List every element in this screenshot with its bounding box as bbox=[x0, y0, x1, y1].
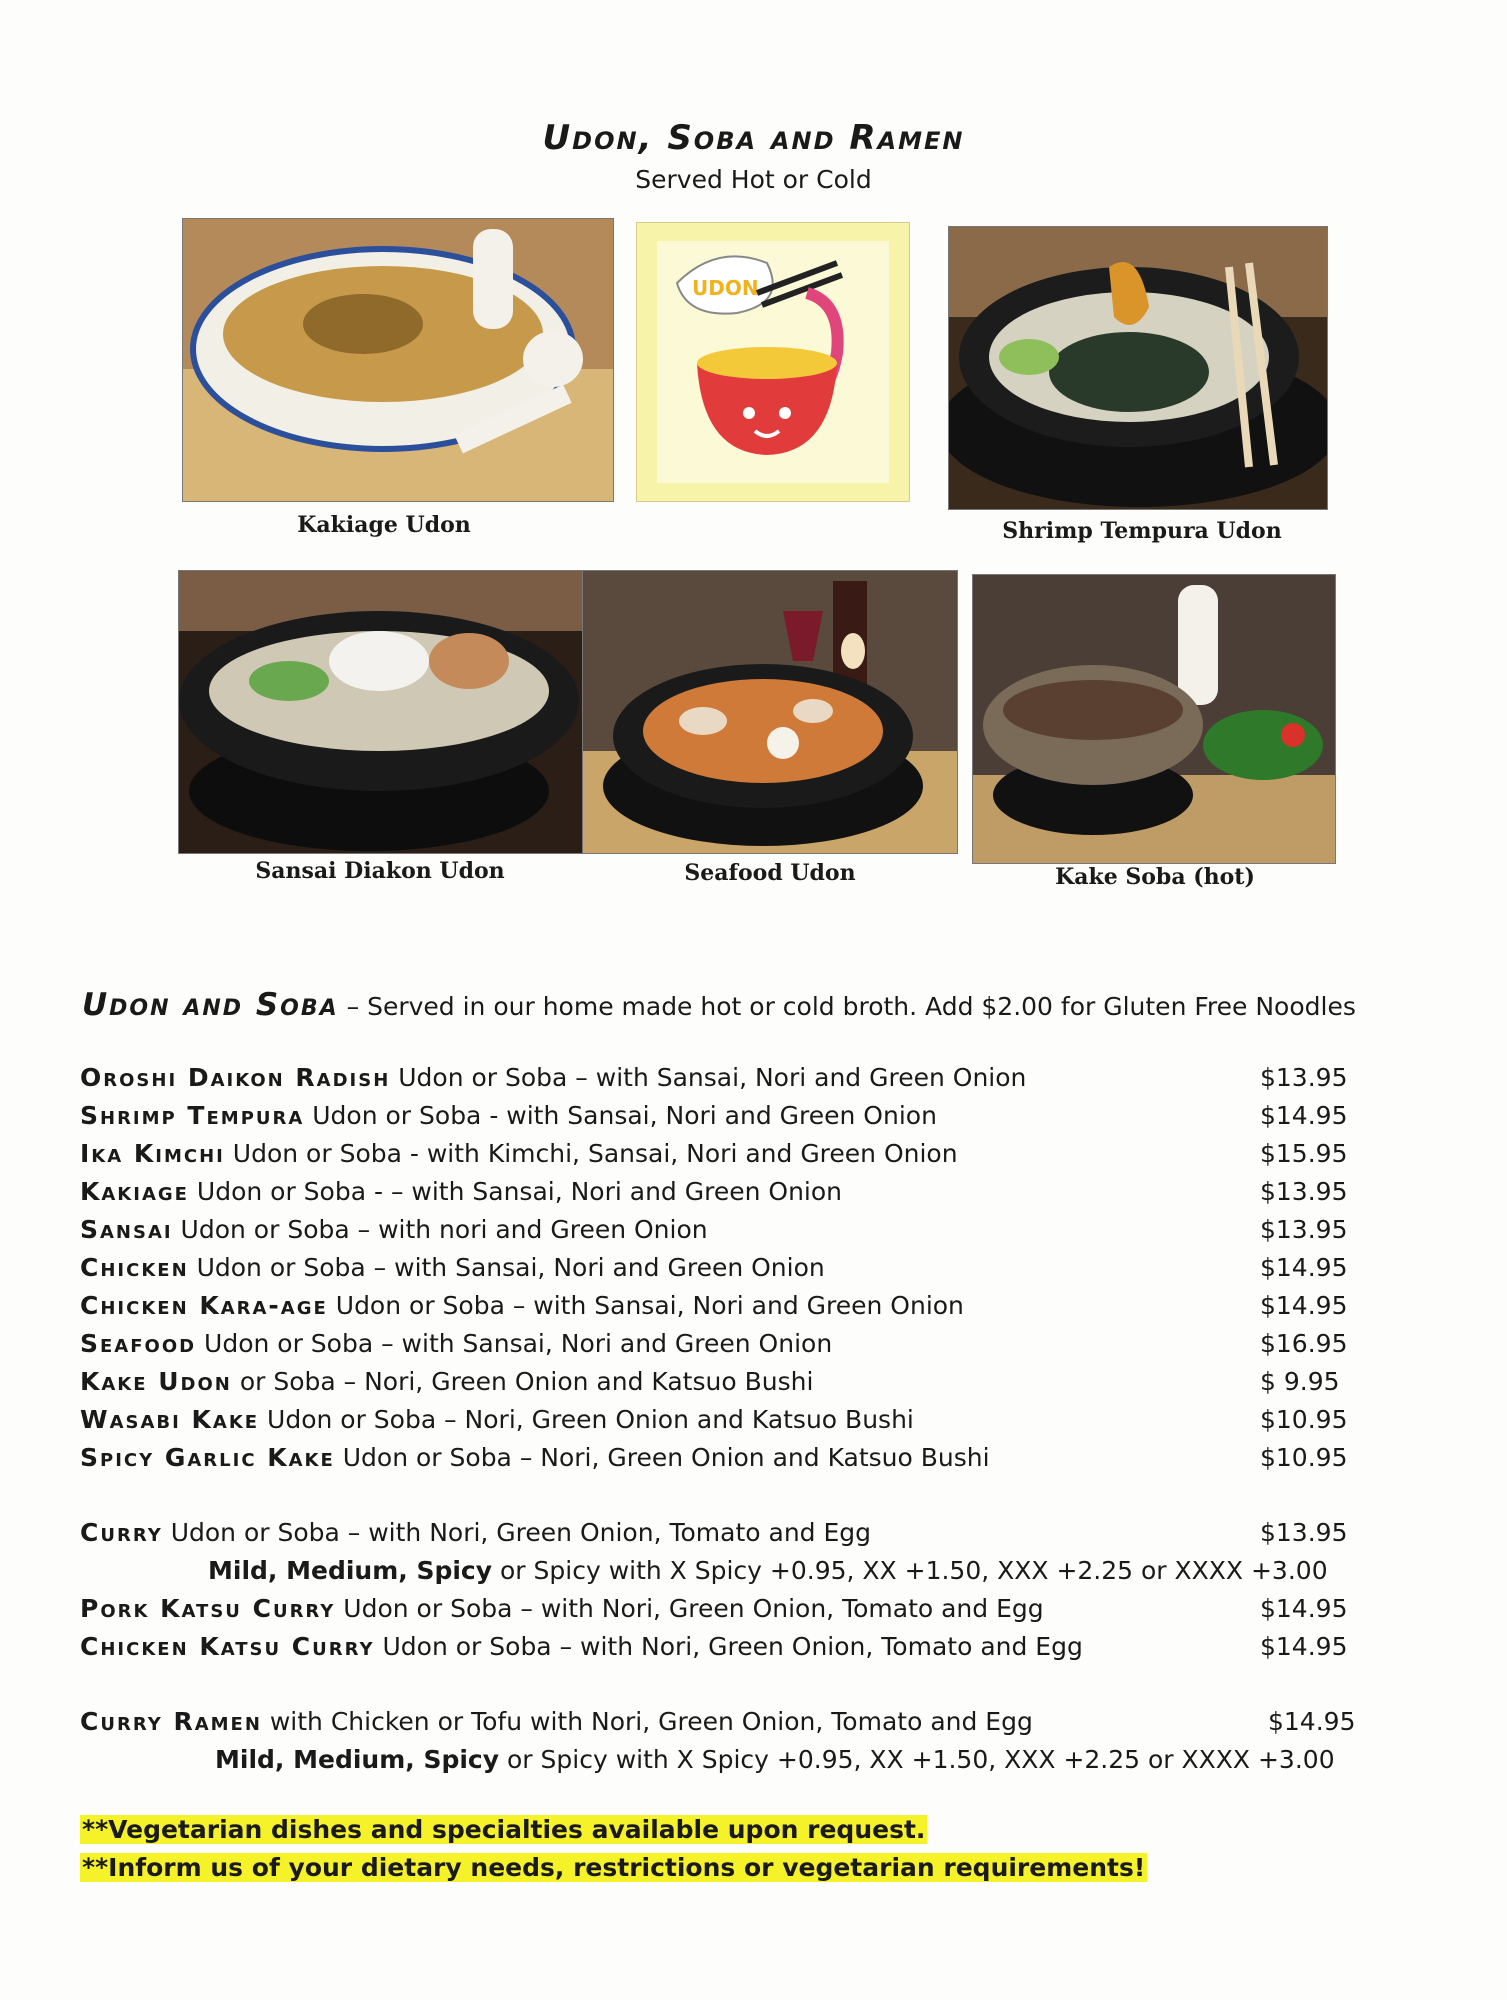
photo-kakiage-udon bbox=[182, 218, 614, 502]
menu-item-name: Oroshi Daikon Radish bbox=[80, 1063, 391, 1092]
menu-item-price: $16.95 bbox=[1260, 1329, 1348, 1358]
menu-item-name: Curry bbox=[80, 1518, 163, 1547]
menu-item-price: $13.95 bbox=[1260, 1063, 1348, 1092]
menu-item-name: Chicken Katsu Curry bbox=[80, 1632, 375, 1661]
udon-bubble-text: UDON bbox=[692, 276, 759, 300]
caption-shrimp-tempura-udon: Shrimp Tempura Udon bbox=[1002, 518, 1282, 544]
menu-item-name: Sansai bbox=[80, 1215, 173, 1244]
menu-item bbox=[80, 1329, 1360, 1365]
menu-item-price: $15.95 bbox=[1260, 1139, 1348, 1168]
dietary-note: **Inform us of your dietary needs, restrictions or vegetarian requirements! bbox=[82, 1853, 1146, 1882]
menu-item-name: Chicken Kara-age bbox=[80, 1291, 328, 1320]
menu-item bbox=[80, 1632, 1360, 1668]
caption-kakiage-udon: Kakiage Udon bbox=[297, 512, 471, 538]
menu-item-description: Udon or Soba – with Nori, Green Onion, Tomato and Egg bbox=[170, 1518, 872, 1547]
menu-item-description: with Chicken or Tofu with Nori, Green Onion, Tomato and Egg bbox=[269, 1707, 1033, 1736]
menu-item bbox=[80, 1367, 1360, 1403]
menu-item-price: $13.95 bbox=[1260, 1215, 1348, 1244]
spice-levels: Mild, Medium, Spicy bbox=[215, 1745, 500, 1774]
menu-item-price: $14.95 bbox=[1260, 1101, 1348, 1130]
section-title: Udon and Soba bbox=[82, 987, 339, 1023]
menu-item-description: Udon or Soba – Nori, Green Onion and Katsuo Bushi bbox=[267, 1405, 914, 1434]
menu-item-price: $13.95 bbox=[1260, 1177, 1348, 1206]
menu-item-name: Pork Katsu Curry bbox=[80, 1594, 336, 1623]
menu-item-name: Ika Kimchi bbox=[80, 1139, 225, 1168]
menu-item-price: $14.95 bbox=[1260, 1253, 1348, 1282]
menu-item-price: $14.95 bbox=[1260, 1291, 1348, 1320]
menu-item-price: $10.95 bbox=[1260, 1443, 1348, 1472]
menu-item-name: Shrimp Tempura bbox=[80, 1101, 305, 1130]
menu-item-description: or Soba – Nori, Green Onion and Katsuo Bushi bbox=[239, 1367, 814, 1396]
menu-item-price: $14.95 bbox=[1260, 1632, 1348, 1661]
menu-item bbox=[80, 1139, 1360, 1175]
menu-item-description: Udon or Soba - with Sansai, Nori and Green Onion bbox=[312, 1101, 937, 1130]
section-description: – Served in our home made hot or cold broth. Add $2.00 for Gluten Free Noodles bbox=[346, 992, 1356, 1021]
menu-item-price: $14.95 bbox=[1268, 1707, 1356, 1736]
spice-extra: or Spicy with X Spicy +0.95, XX +1.50, XXX +2.25 or XXXX +3.00 bbox=[500, 1556, 1328, 1585]
menu-item bbox=[80, 1215, 1360, 1251]
spice-levels: Mild, Medium, Spicy bbox=[208, 1556, 493, 1585]
menu-item bbox=[80, 1707, 1360, 1743]
photo-sansai-diakon-udon bbox=[178, 570, 584, 854]
menu-item-description: Udon or Soba – Nori, Green Onion and Katsuo Bushi bbox=[342, 1443, 990, 1472]
menu-item bbox=[80, 1063, 1360, 1099]
spice-options bbox=[208, 1556, 1328, 1585]
menu-item-name: Kake Udon bbox=[80, 1367, 232, 1396]
spice-extra: or Spicy with X Spicy +0.95, XX +1.50, XXX +2.25 or XXXX +3.00 bbox=[507, 1745, 1335, 1774]
menu-item-price: $ 9.95 bbox=[1260, 1367, 1340, 1396]
menu-item bbox=[80, 1177, 1360, 1213]
menu-item-price: $14.95 bbox=[1260, 1594, 1348, 1623]
menu-item-name: Spicy Garlic Kake bbox=[80, 1443, 335, 1472]
menu-item-name: Kakiage bbox=[80, 1177, 189, 1206]
menu-item-description: Udon or Soba – with Sansai, Nori and Green Onion bbox=[196, 1253, 825, 1282]
menu-item-description: Udon or Soba – with Sansai, Nori and Green Onion bbox=[204, 1329, 833, 1358]
menu-item-price: $10.95 bbox=[1260, 1405, 1348, 1434]
menu-item bbox=[80, 1443, 1360, 1479]
menu-item-description: Udon or Soba – with nori and Green Onion bbox=[180, 1215, 708, 1244]
spice-options bbox=[215, 1745, 1335, 1774]
menu-item-description: Udon or Soba – with Sansai, Nori and Green Onion bbox=[398, 1063, 1027, 1092]
menu-item bbox=[80, 1518, 1360, 1554]
caption-seafood-udon: Seafood Udon bbox=[684, 860, 856, 886]
photo-seafood-udon bbox=[582, 570, 958, 854]
menu-item-description: Udon or Soba – with Nori, Green Onion, Tomato and Egg bbox=[382, 1632, 1083, 1661]
udon-illustration bbox=[636, 222, 910, 502]
menu-item-name: Seafood bbox=[80, 1329, 197, 1358]
page-subtitle: Served Hot or Cold bbox=[635, 165, 872, 194]
menu-item bbox=[80, 1594, 1360, 1630]
caption-kake-soba: Kake Soba (hot) bbox=[1055, 864, 1255, 890]
vegetarian-note: **Vegetarian dishes and specialties available upon request. bbox=[82, 1815, 926, 1844]
menu-item-name: Wasabi Kake bbox=[80, 1405, 260, 1434]
caption-sansai-diakon-udon: Sansai Diakon Udon bbox=[255, 858, 505, 884]
menu-item bbox=[80, 1101, 1360, 1137]
menu-item bbox=[80, 1253, 1360, 1289]
page-title: Udon, Soba and Ramen bbox=[542, 118, 965, 158]
menu-item bbox=[80, 1291, 1360, 1327]
menu-item-description: Udon or Soba - – with Sansai, Nori and Green Onion bbox=[196, 1177, 843, 1206]
section-heading bbox=[82, 987, 1356, 1023]
menu-item-description: Udon or Soba – with Sansai, Nori and Green Onion bbox=[335, 1291, 964, 1320]
menu-item-description: Udon or Soba - with Kimchi, Sansai, Nori and Green Onion bbox=[232, 1139, 958, 1168]
menu-item-name: Chicken bbox=[80, 1253, 189, 1282]
menu-item-price: $13.95 bbox=[1260, 1518, 1348, 1547]
menu-item-description: Udon or Soba – with Nori, Green Onion, Tomato and Egg bbox=[343, 1594, 1044, 1623]
menu-item bbox=[80, 1405, 1360, 1441]
photo-kake-soba bbox=[972, 574, 1336, 864]
menu-item-name: Curry Ramen bbox=[80, 1707, 262, 1736]
photo-shrimp-tempura-udon bbox=[948, 226, 1328, 510]
